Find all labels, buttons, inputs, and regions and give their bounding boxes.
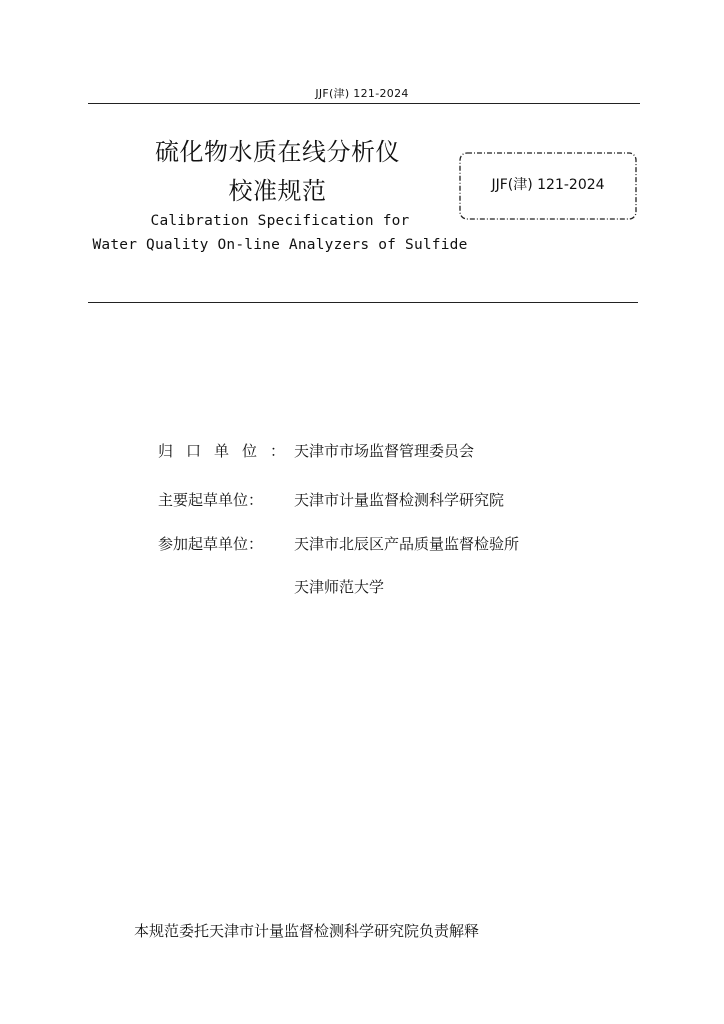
title-english-line1: Calibration Specification for [150,213,410,229]
title-divider [88,302,638,303]
main-drafter-label: 主要起草单位： [158,491,264,509]
title-chinese-line1: 硫化物水质在线分析仪 [155,138,400,166]
co-drafter-value-2: 天津师范大学 [294,578,385,596]
centralized-unit-label: 归口单位： [158,442,299,460]
co-drafter-value-1: 天津市北辰区产品质量监督检验所 [294,535,520,553]
main-drafter-value: 天津市计量监督检测科学研究院 [294,491,505,509]
standard-code-boxed: JJF(津) 121-2024 [491,177,605,193]
header-standard-code: JJF(津) 121-2024 [315,87,409,100]
title-chinese-line2: 校准规范 [228,177,327,205]
centralized-unit-value: 天津市市场监督管理委员会 [294,442,475,460]
co-drafter-label: 参加起草单位： [158,535,264,553]
header-divider [88,103,640,104]
title-english-line2: Water Quality On-line Analyzers of Sulfide [92,237,468,253]
interpretation-note: 本规范委托天津市计量监督检测科学研究院负责解释 [134,922,480,940]
